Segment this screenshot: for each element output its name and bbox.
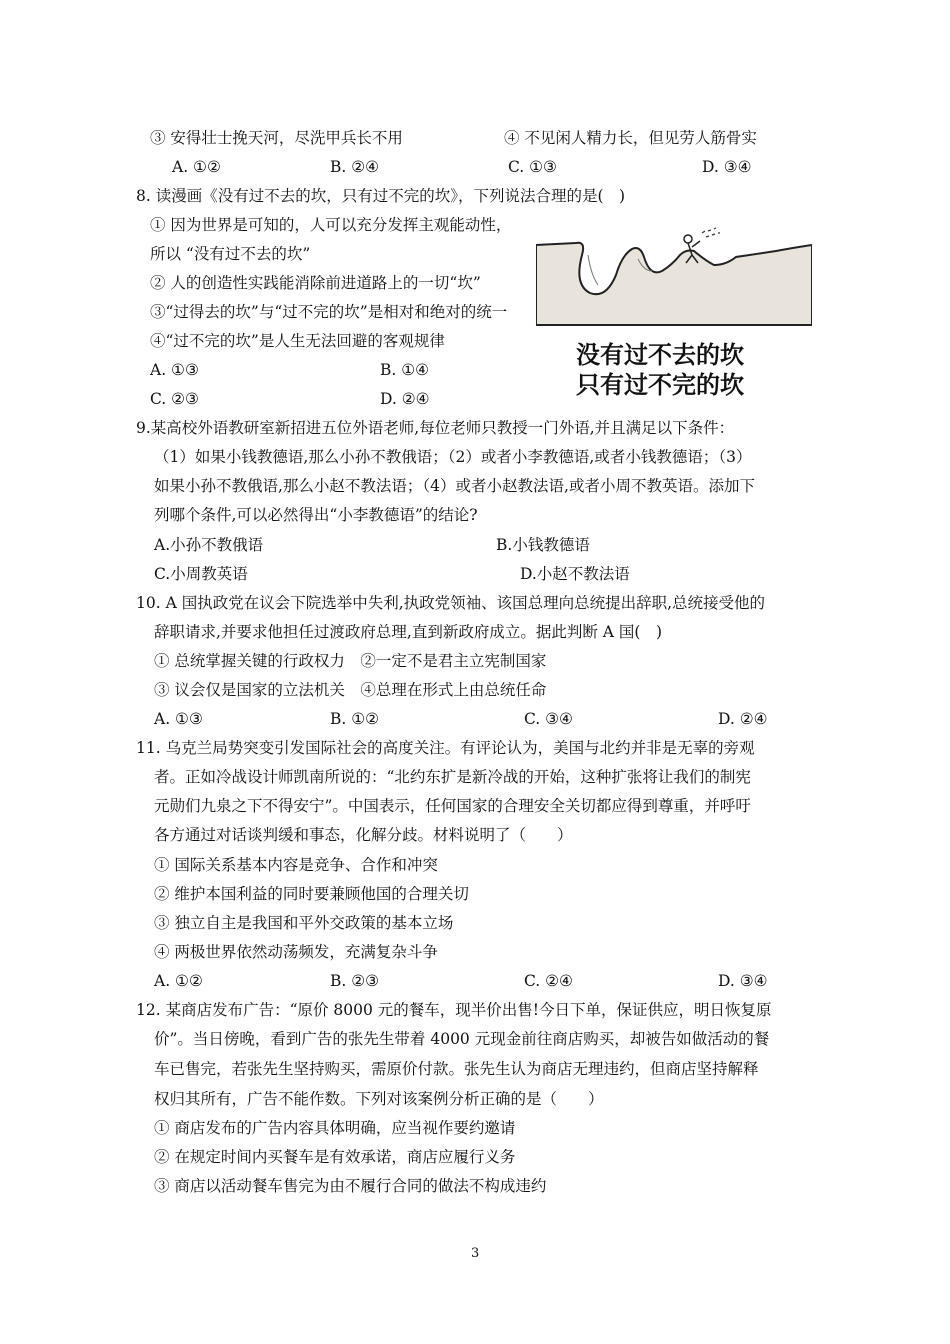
- q8-line: ③“过得去的坎”与“过不完的坎”是相对和绝对的统一: [150, 303, 508, 321]
- answer-option-d: D. ②④: [380, 390, 430, 408]
- terrain-shape: [536, 243, 812, 325]
- question-12-stem: 12. 某商店发布广告：“原价 8000 元的餐车，现半价出售!今日下单，保证供应，明日恢复原: [136, 1001, 772, 1019]
- cartoon-illustration: [536, 215, 812, 405]
- answer-option-a: A.小孙不教俄语: [154, 536, 264, 554]
- q8-line: ② 人的创造性实践能消除前进道路上的一切“坎”: [150, 274, 481, 292]
- q9-line: 列哪个条件,可以必然得出“小李教德语”的结论?: [154, 506, 478, 524]
- answer-option-a: A. ①③: [150, 361, 199, 379]
- q11-line: 各方通过对话谈判缓和事态，化解分歧。材料说明了（ ）: [154, 826, 573, 844]
- climber-figure: [684, 235, 692, 243]
- q9-line: （1）如果小钱教德语,那么小孙不教俄语；（2）或者小李教德语,或者小钱教德语；（3）: [154, 448, 752, 466]
- answer-option-b: B. ①②: [330, 710, 380, 728]
- q11-line: ③ 独立自主是我国和平外交政策的基本立场: [154, 914, 454, 932]
- q11-line: 者。正如冷战设计师凯南所说的：“北约东扩是新冷战的开始，这种扩张将让我们的制宪: [154, 768, 751, 786]
- q11-line: ① 国际关系基本内容是竞争、合作和冲突: [154, 856, 438, 874]
- q8-line: ① 因为世界是可知的，人可以充分发挥主观能动性，: [150, 216, 512, 234]
- question-8-stem: 8. 读漫画《没有过不去的坎，只有过不完的坎》，下列说法合理的是( ): [136, 187, 626, 205]
- q10-line: ③ 议会仅是国家的立法机关 ④总理在形式上由总统任命: [154, 681, 547, 699]
- answer-option-b: B.小钱教德语: [496, 536, 590, 554]
- q10-line: 辞职请求,并要求他担任过渡政府总理,直到新政府成立。据此判断 A 国( ): [154, 623, 662, 641]
- q8-line: 所以 “没有过不去的坎”: [150, 245, 311, 263]
- answer-option-b: B. ②④: [330, 158, 380, 176]
- q12-line: 权归其所有，广告不能作数。下列对该案例分析正确的是（ ）: [154, 1090, 604, 1108]
- q12-line: 车已售完，若张先生坚持购买，需原价付款。张先生认为商店无理违约，但商店坚持解释: [154, 1060, 759, 1078]
- answer-option-d: D. ②④: [718, 710, 768, 728]
- page-number: 3: [471, 1246, 480, 1261]
- q12-line: ③ 商店以活动餐车售完为由不履行合同的做法不构成违约: [154, 1177, 547, 1195]
- answer-option-c: C. ①③: [508, 158, 557, 176]
- question-10-stem: 10. A 国执政党在议会下院选举中失利,执政党领袖、该国总理向总统提出辞职,总统接受他的: [136, 594, 766, 612]
- answer-option-c: C. ③④: [524, 710, 573, 728]
- option-line: ④ 不见闲人精力长，但见劳人筋骨实: [504, 129, 757, 147]
- answer-option-c: C. ②④: [524, 972, 573, 990]
- answer-option-d: D.小赵不教法语: [520, 565, 630, 583]
- cartoon-caption-line2: 只有过不完的坎: [576, 371, 744, 399]
- option-line: ③ 安得壮士挽天河，尽洗甲兵长不用: [150, 129, 403, 147]
- cartoon-caption-line1: 没有过不去的坎: [576, 341, 744, 369]
- q12-line: ② 在规定时间内买餐车是有效承诺，商店应履行义务: [154, 1148, 516, 1166]
- answer-option-c: C. ②③: [150, 390, 199, 408]
- q8-line: ④“过不完的坎”是人生无法回避的客观规律: [150, 332, 445, 350]
- q11-line: ④ 两极世界依然动荡频发，充满复杂斗争: [154, 943, 438, 961]
- q9-line: 如果小孙不教俄语,那么小赵不教法语；（4）或者小赵教法语,或者小周不教英语。添加下: [154, 477, 755, 495]
- q12-line: ① 商店发布的广告内容具体明确，应当视作要约邀请: [154, 1119, 516, 1137]
- q12-line: 价”。当日傍晚，看到广告的张先生带着 4000 元现金前往商店购买，却被告如做活动的餐: [154, 1030, 770, 1048]
- question-11-stem: 11. 乌克兰局势突变引发国际社会的高度关注。有评论认为，美国与北约并非是无辜的旁观: [136, 739, 755, 757]
- answer-option-d: D. ③④: [718, 972, 768, 990]
- question-9-stem: 9.某高校外语教研室新招进五位外语老师,每位老师只教授一门外语,并且满足以下条件：: [136, 419, 735, 437]
- sweat-drops: [702, 228, 720, 237]
- answer-option-c: C.小周教英语: [154, 565, 248, 583]
- answer-option-a: A. ①③: [154, 710, 203, 728]
- answer-option-b: B. ①④: [380, 361, 430, 379]
- terrain-shading: [588, 255, 598, 285]
- answer-option-a: A. ①②: [154, 972, 203, 990]
- cartoon-drawing: [536, 215, 812, 405]
- q10-line: ① 总统掌握关键的行政权力 ②一定不是君主立宪制国家: [154, 652, 547, 670]
- answer-option-d: D. ③④: [702, 158, 752, 176]
- q11-line: ② 维护本国利益的同时要兼顾他国的合理关切: [154, 885, 469, 903]
- answer-option-b: B. ②③: [330, 972, 380, 990]
- answer-option-a: A. ①②: [172, 158, 221, 176]
- q11-line: 元勋们九泉之下不得安宁”。中国表示，任何国家的合理安全关切都应得到尊重，并呼吁: [154, 797, 751, 815]
